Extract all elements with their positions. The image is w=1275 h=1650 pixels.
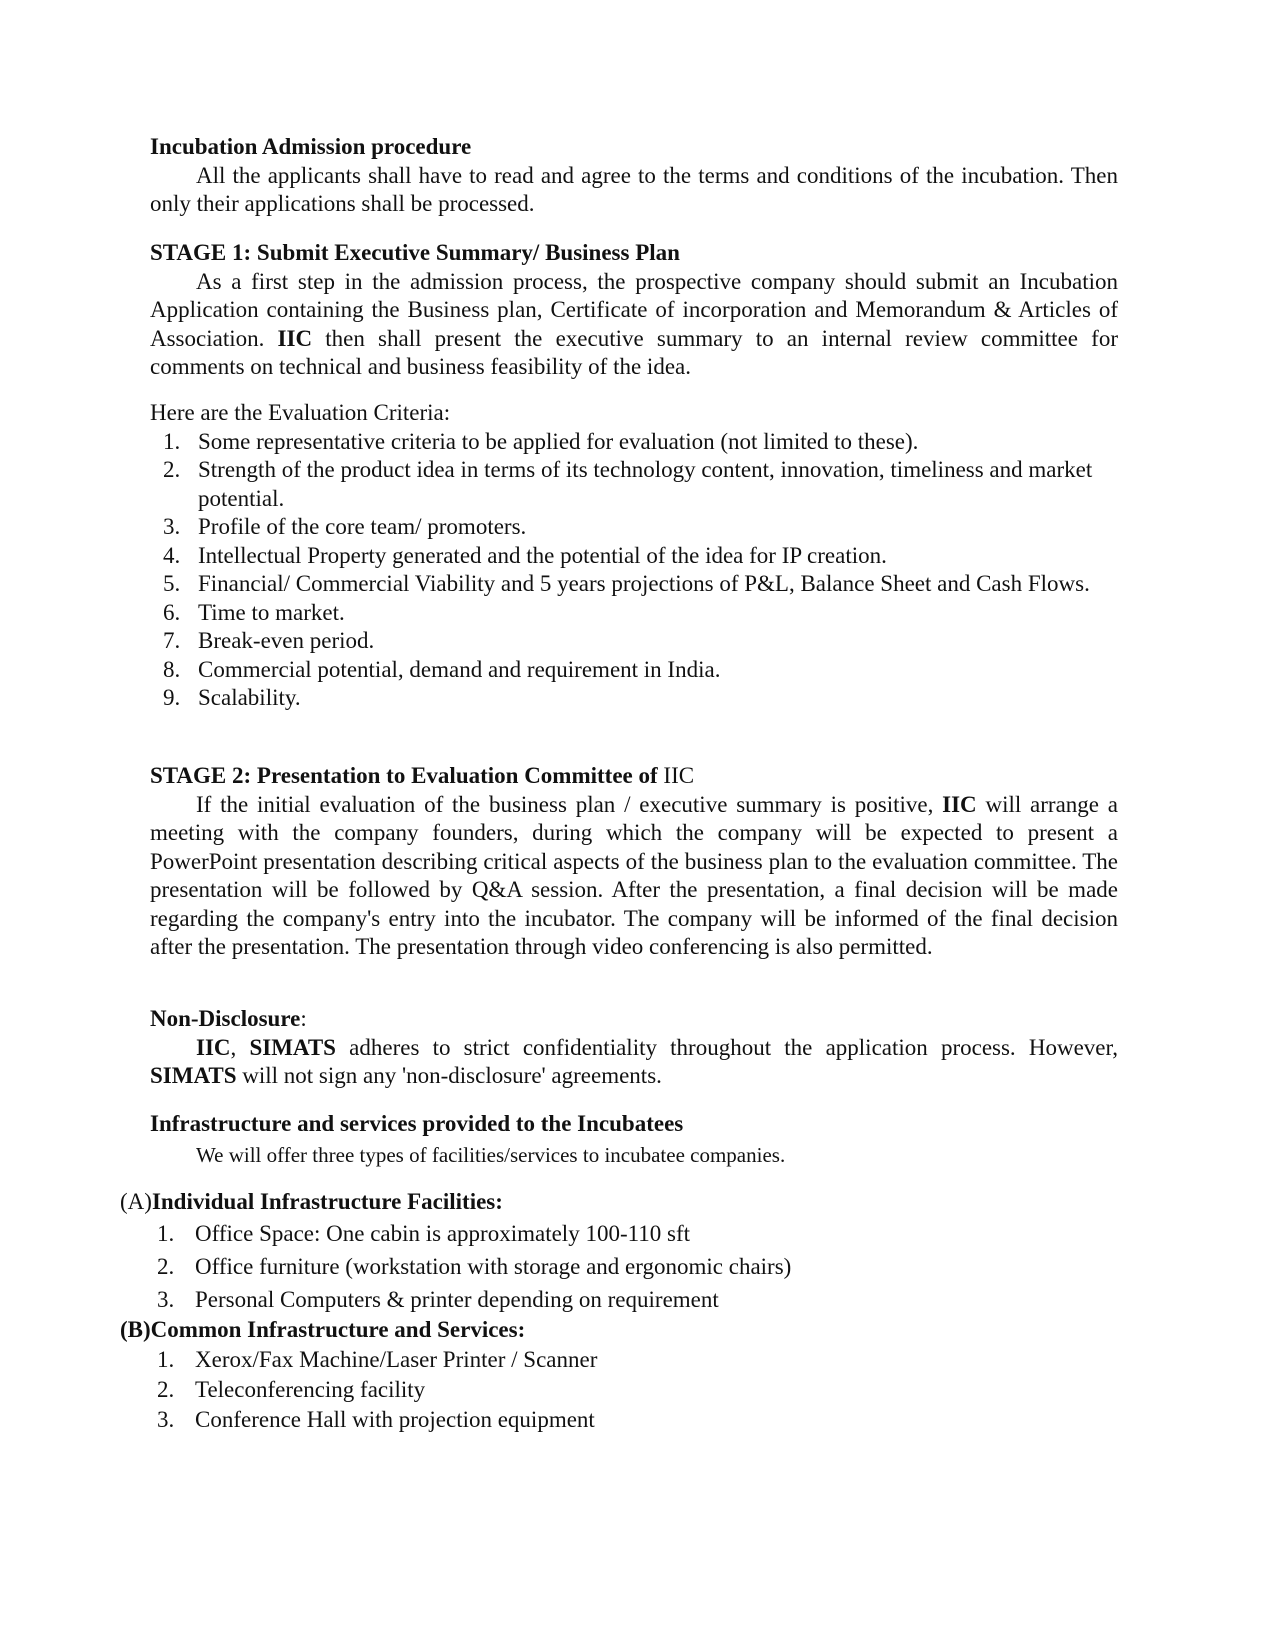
admission-section [150,133,1118,219]
infra-title: Infrastructure and services provided to the Incubatees [150,1111,684,1136]
stage2-body: If the initial evaluation of the business plan / executive summary is positive, IIC will arrange a meeting with the company founders, during which the company will be expected to present a PowerPoint presentation describing critical aspects of the business plan to the evaluation committee. The presentation will be followed by Q&A session. After the presentation, a final decision will be made regarding the company's entry into the incubator. The company will be informed of the final decision after the presentation. The presentation through video conferencing is also permitted. [150,791,1118,959]
admission-body: All the applicants shall have to read and agree to the terms and conditions of the incubation. Then only their applications shall be processed. [150,162,1118,216]
list-item: 5. Financial/ Commercial Viability and 5 years projections of P&L, Balance Sheet and Cash Flows. [163,571,1090,596]
list-item: 9. Scalability. [163,685,301,710]
list-item: 2. Strength of the product idea in terms of its technology content, innovation, timeliness and market potential. [163,457,1093,511]
stage1-body-a: As a first step in the admission process, the prospective company should submit an Incubation Application containing the Business plan, Certificate of incorporation and Memorandum & Articles of Association. [150,268,1118,351]
list-item: 3. Profile of the core team/ promoters. [163,514,527,539]
list-item: 6. Time to market. [163,599,345,625]
list-item: 2. Teleconferencing facility [157,1376,426,1402]
stage1-body-b: then shall present the executive summary to an internal review committee for comments on technical and business feasibility of the idea. [150,325,1118,379]
list-item: 7. Break-even period. [163,628,375,653]
nondisclosure-title: Non-Disclosure: [150,1006,307,1031]
nondisclosure-body: IIC, SIMATS adheres to strict confidentiality throughout the application process. However, SIMATS will not sign any 'non-disclosure' agreements. [150,1034,1119,1088]
stage1-body [150,268,1118,382]
stage1-section [150,239,1118,382]
stage1-title: STAGE 1: Submit Executive Summary/ Business Plan [150,240,680,265]
criteria-list [150,428,1118,713]
section-a-heading: (A)Individual Infrastructure Facilities: [120,1189,503,1214]
list-item: 1. Office Space: One cabin is approximately 100-110 sft [157,1220,690,1246]
infra-body: We will offer three types of facilities/services to incubatee companies. [196,1142,786,1167]
list-item: 8. Commercial potential, demand and requirement in India. [163,656,721,682]
criteria-section [150,399,1118,713]
section-a [120,1188,1120,1316]
section-b-list [120,1345,1120,1435]
stage2-section [150,762,1118,962]
stage1-body-bold: IIC [277,325,313,351]
list-item: 3. Conference Hall with projection equipment [157,1406,595,1432]
section-b [120,1316,1120,1435]
list-item: 4. Intellectual Property generated and the potential of the idea for IP creation. [163,542,887,568]
nondisclosure-section [150,1005,1118,1091]
section-b-heading: (B)Common Infrastructure and Services: [120,1317,526,1342]
criteria-intro: Here are the Evaluation Criteria: [150,400,451,425]
list-item: 2. Office furniture (workstation with storage and ergonomic chairs) [157,1253,792,1279]
infra-section [150,1110,1118,1190]
list-item: 1. Xerox/Fax Machine/Laser Printer / Scanner [157,1346,598,1372]
section-a-list [120,1217,1120,1316]
admission-title: Incubation Admission procedure [150,134,472,159]
stage2-title: STAGE 2: Presentation to Evaluation Committee of IIC [150,763,695,788]
list-item: 3. Personal Computers & printer depending on requirement [157,1286,719,1312]
list-item: 1. Some representative criteria to be applied for evaluation (not limited to these). [163,428,919,454]
